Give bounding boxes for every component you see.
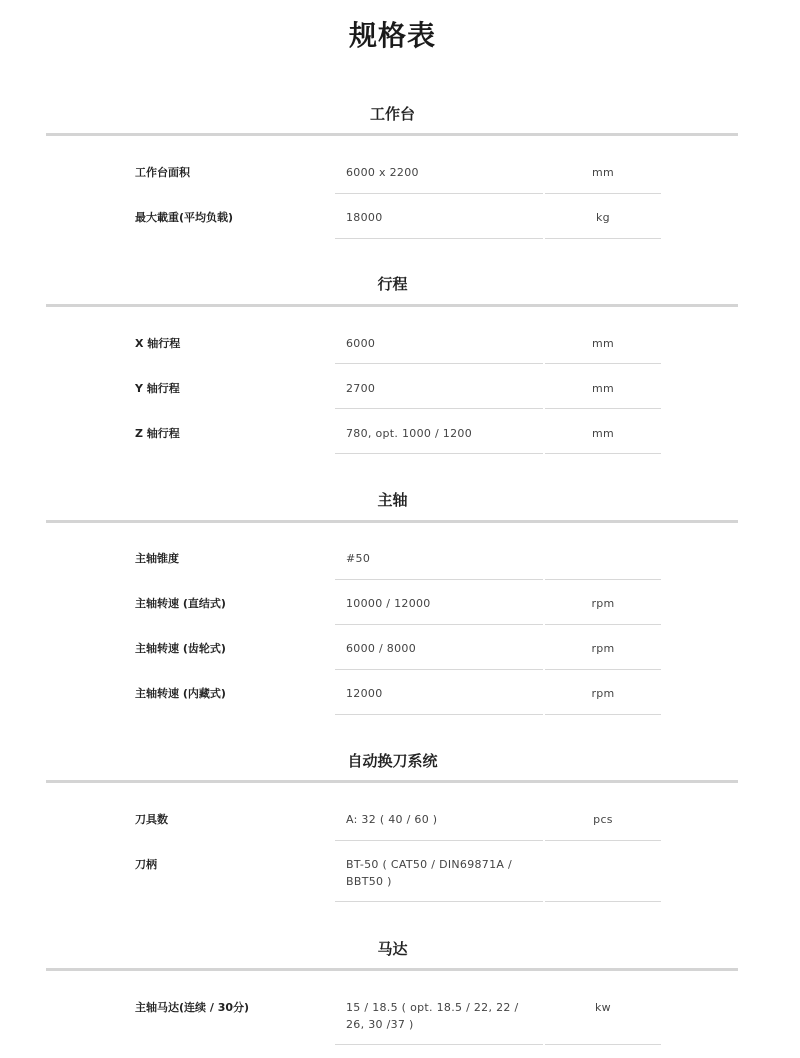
section-spindle [0, 489, 800, 511]
row-divider [545, 408, 661, 409]
row-divider [545, 579, 661, 580]
row-divider [545, 840, 661, 841]
spec-label: 主轴转速 (齿轮式) [135, 642, 226, 655]
section-divider [46, 133, 738, 136]
spec-value: 18000 [346, 211, 383, 224]
row-divider [335, 901, 543, 902]
section-divider [46, 520, 738, 523]
section-title: 工作台 [369, 105, 415, 123]
row-divider [545, 238, 661, 239]
row-divider [545, 1044, 661, 1045]
section-atc [0, 750, 800, 772]
spec-label: 刀柄 [135, 858, 157, 871]
spec-unit: mm [591, 382, 615, 395]
section-title: 主轴 [377, 491, 408, 509]
spec-unit: rpm [591, 687, 615, 700]
spec-label: 主轴锥度 [135, 552, 179, 565]
page-title: 规格表 [348, 19, 436, 52]
section-divider [46, 780, 738, 783]
row-divider [545, 714, 661, 715]
spec-value: 6000 [346, 337, 376, 350]
row-divider [545, 453, 661, 454]
spec-label: 主轴转速 (直结式) [135, 597, 226, 610]
spec-unit: rpm [591, 642, 615, 655]
spec-label: 主轴马达(连续 / 30分) [135, 1001, 250, 1014]
section-travel [0, 273, 800, 295]
spec-unit: mm [591, 427, 615, 440]
row-divider [335, 624, 543, 625]
row-divider [545, 363, 661, 364]
spec-value: 12000 [346, 687, 383, 700]
row-divider [545, 193, 661, 194]
spec-unit: rpm [591, 597, 615, 610]
section-divider [46, 304, 738, 307]
spec-value: 10000 / 12000 [346, 597, 431, 610]
spec-value: 2700 [346, 382, 376, 395]
spec-value: A: 32 ( 40 / 60 ) [346, 813, 438, 826]
row-divider [335, 408, 543, 409]
spec-unit: kg [596, 211, 610, 224]
spec-unit: mm [591, 337, 615, 350]
spec-label: 最大載重(平均负载) [135, 211, 234, 224]
section-title: 马达 [377, 940, 408, 958]
spec-label: Y 轴行程 [135, 382, 180, 395]
spec-value: 15 / 18.5 ( opt. 18.5 / 22, 22 / 26, 30 /37 ) [346, 1001, 519, 1031]
row-divider [335, 579, 543, 580]
section-motor [0, 938, 800, 960]
row-divider [335, 840, 543, 841]
spec-label: 工作台面积 [135, 166, 190, 179]
spec-label: 刀具数 [135, 813, 168, 826]
row-divider [545, 624, 661, 625]
spec-unit: pcs [593, 813, 613, 826]
row-divider [335, 1044, 543, 1045]
section-title: 行程 [377, 275, 408, 293]
row-divider [335, 453, 543, 454]
row-divider [335, 669, 543, 670]
row-divider [545, 669, 661, 670]
spec-value: BT-50 ( CAT50 / DIN69871A / BBT50 ) [346, 858, 513, 888]
row-divider [335, 238, 543, 239]
spec-value: 6000 / 8000 [346, 642, 416, 655]
row-divider [335, 363, 543, 364]
row-divider [335, 193, 543, 194]
spec-unit: kw [595, 1001, 611, 1014]
spec-value: 6000 x 2200 [346, 166, 419, 179]
spec-label: Z 轴行程 [135, 427, 180, 440]
spec-value: 780, opt. 1000 / 1200 [346, 427, 472, 440]
section-title: 自动换刀系统 [347, 752, 438, 770]
section-worktable [0, 103, 800, 125]
spec-label: 主轴转速 (内藏式) [135, 687, 226, 700]
row-divider [335, 714, 543, 715]
spec-label: X 轴行程 [135, 337, 181, 350]
spec-unit: mm [591, 166, 615, 179]
section-divider [46, 968, 738, 971]
spec-value: #50 [346, 552, 371, 565]
row-divider [545, 901, 661, 902]
